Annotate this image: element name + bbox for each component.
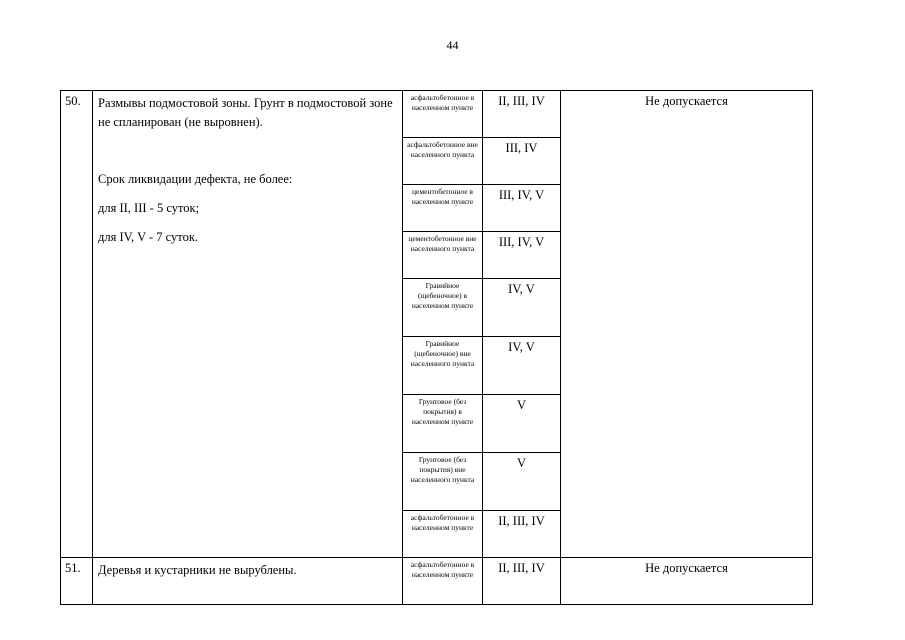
cover-type: асфальтобетонное в населенном пункте (403, 511, 483, 558)
cover-type: Гравийное (щебеночное) вне населенного пункта (403, 337, 483, 395)
road-category: II, III, IV (483, 511, 561, 558)
road-category: IV, V (483, 279, 561, 337)
row-number: 51. (61, 558, 93, 605)
road-category: II, III, IV (483, 91, 561, 138)
row-number: 50. (61, 91, 93, 558)
defect-description: Размывы подмостовой зоны. Грунт в подмостовой зоне не спланирован (не выровнен). (98, 96, 393, 129)
status-cell: Не допускается (561, 91, 813, 558)
cover-type: асфальтобетонное в населенном пункте (403, 91, 483, 138)
deadline-title: Срок ликвидации дефекта, не более: (98, 172, 293, 186)
road-category: III, IV (483, 138, 561, 185)
cover-type: цементобетонное вне населенного пункта (403, 232, 483, 279)
road-category: II, III, IV (483, 558, 561, 605)
cover-type: Грунтовое (без покрытия) в населенном пункте (403, 395, 483, 453)
page-number: 44 (446, 38, 459, 52)
deadline-item: для II, III - 5 суток; (98, 201, 200, 215)
cover-type: Грунтовое (без покрытия) вне населенного пункта (403, 453, 483, 511)
defects-table (60, 90, 813, 605)
defect-description-cell (93, 91, 403, 558)
road-category: V (483, 453, 561, 511)
cover-type: цементобетонное в населенном пункте (403, 185, 483, 232)
table-row (61, 91, 813, 138)
road-category: V (483, 395, 561, 453)
cover-type: асфальтобетонное вне населенного пункта (403, 138, 483, 185)
road-category: III, IV, V (483, 232, 561, 279)
cover-type: Гравийное (щебеночное) в населенном пункте (403, 279, 483, 337)
deadline-item: для IV, V - 7 суток. (98, 230, 199, 244)
status-cell: Не допускается (561, 558, 813, 605)
cover-type: асфальтобетонное в населенном пункте (403, 558, 483, 605)
defect-description: Деревья и кустарники не вырублены. (93, 558, 403, 605)
table-row (61, 558, 813, 605)
road-category: IV, V (483, 337, 561, 395)
road-category: III, IV, V (483, 185, 561, 232)
